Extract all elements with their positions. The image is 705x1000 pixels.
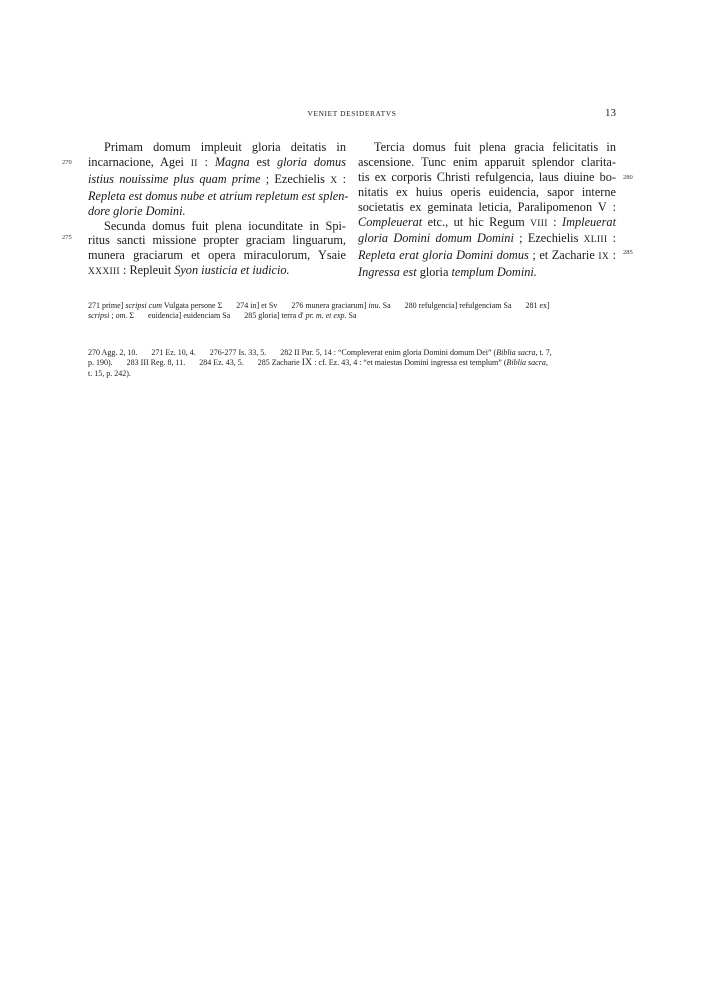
apparatus-entry: 274 in] et Sv	[236, 301, 278, 310]
right-column	[358, 140, 616, 280]
apparatus-entry: 281 ex]	[525, 301, 550, 310]
line-number: 275	[62, 234, 72, 241]
line-number: 280	[623, 174, 633, 181]
text-line: Ingressa est gloria templum Domini.	[358, 265, 537, 280]
text-line: ascensione. Tunc enim apparuit splendor clarita-	[358, 154, 616, 169]
source-entry: 284 Ez. 43, 5.	[199, 358, 244, 368]
source-entry: 282 II Par. 5, 14 : “Compleverat enim gloria Domini domum Dei” (Biblia sacra, t. 7,	[280, 348, 552, 357]
text-line: Primam domum impleuit gloria deitatis in	[104, 140, 346, 154]
apparatus-entry: 276 munera graciarum] inu. Sa	[291, 301, 391, 310]
source-entry: 271 Ez. 10, 4.	[151, 348, 196, 357]
apparatus-entry: 271 prime] scripsi cum Vulgata persone Σ	[88, 301, 223, 310]
running-title: VENIET DESIDERATVS	[307, 109, 397, 118]
text-line: munera graciarum et opera miraculorum, Ysaie	[88, 248, 346, 263]
text-line: incarnacione, Agei II : Magna est gloria domus	[88, 154, 346, 169]
text-line: nitatis ex huius operis euidencia, sapor interne	[358, 184, 616, 199]
text-line: Repleta est domus nube et atrium repletum est splen-	[88, 188, 349, 203]
line-number: 285	[623, 249, 633, 256]
apparatus-entry: 280 refulgencia] refulgenciam Sa	[404, 301, 512, 310]
running-header	[88, 109, 616, 123]
left-column	[88, 140, 349, 280]
text-line: Tercia domus fuit plena gracia felicitatis in	[374, 140, 616, 154]
apparatus-line	[88, 301, 616, 311]
source-entry: 283 III Reg. 8, 11.	[126, 358, 186, 368]
text-line: tis ex corporis Christi refulgencia, laus diuine bo-	[358, 169, 616, 184]
apparatus-fontium	[88, 348, 616, 379]
text-line: Secunda domus fuit plena iocunditate in Spi-	[104, 218, 346, 233]
text-line: ritus sancti missione propter graciam linguarum,	[88, 233, 346, 248]
apparatus-line	[88, 348, 616, 358]
source-entry: 270 Agg. 2, 10.	[88, 348, 138, 357]
apparatus-entry: 285 gloria] terra d' pr. m. et exp. Sa	[244, 311, 357, 321]
source-entry: 285 Zacharie IX : cf. Ez. 43, 4 : “et maiestas Domini ingressa est templum” (Biblia sacra,	[257, 358, 548, 369]
apparatus-line	[88, 369, 616, 379]
text-line: gloria Domini domum Domini ; Ezechielis XLIII :	[358, 231, 616, 246]
source-entry: t. 15, p. 242).	[88, 368, 131, 378]
text-line: dore glorie Domini.	[88, 203, 186, 218]
apparatus-criticus	[88, 301, 616, 322]
text-line: Repleta erat gloria Domini domus ; et Zacharie IX :	[358, 248, 616, 263]
source-entry: 276-277 Is. 33, 5.	[209, 348, 267, 357]
apparatus-entry: euidencia] euidenciam Sa	[148, 311, 231, 321]
apparatus-entry: scripsi ; om. Σ	[88, 311, 135, 321]
text-line: Compleuerat etc., ut hic Regum VIII : Impleuerat	[358, 214, 616, 229]
source-entry: p. 190).	[88, 358, 113, 368]
apparatus-line	[88, 311, 616, 321]
text-line: societatis ex geminata leticia, Paralipomenon V :	[358, 199, 616, 214]
text-line: XXXIII : Repleuit Syon iusticia et iudicio.	[88, 263, 290, 278]
text-line: istius nouissime plus quam prime ; Ezechielis X :	[88, 171, 346, 186]
apparatus-line	[88, 358, 616, 368]
line-number: 270	[62, 159, 72, 166]
page-number: 13	[605, 107, 616, 119]
